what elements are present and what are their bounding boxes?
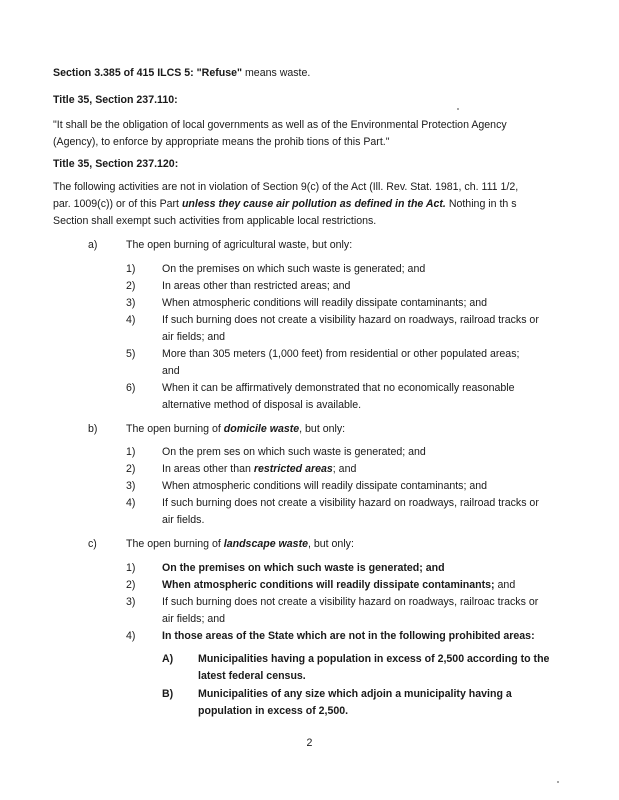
a-item-1-num: 1) <box>126 263 136 275</box>
item-a-label: a) <box>88 239 98 251</box>
b-item-4-text-line-1: If such burning does not create a visibility hazard on roadways, railroad tracks or <box>162 497 539 509</box>
b-item-1-num: 1) <box>126 446 136 458</box>
intro-line-2-a: par. 1009(c)) or of this Part <box>53 198 182 210</box>
b-item-2-post: ; and <box>332 463 357 475</box>
intro-line-2 <box>53 196 563 213</box>
b-item-2-num: 2) <box>126 463 136 475</box>
c-item-3-text-line-1: If such burning does not create a visibility hazard on roadways, railroac tracks or <box>162 596 539 608</box>
c-sub-a-num: A) <box>162 653 174 665</box>
item-b-term: domicile waste <box>223 423 300 435</box>
quote-line-2: (Agency), to enforce by appropriate means the prohib tions of this Part." <box>53 136 390 148</box>
c-sub-b-text-line-1: Municipalities of any size which adjoin a municipality having a <box>198 688 512 700</box>
a-item-4-text-line-2: air fields; and <box>162 331 226 343</box>
a-item-6-text-line-2: alternative method of disposal is available. <box>162 399 362 411</box>
b-item-2-text <box>162 461 356 478</box>
item-c-label: c) <box>88 538 97 550</box>
b-item-1-text: On the prem ses on which such waste is generated; and <box>162 446 426 458</box>
c-item-3-text-line-2: air fields; and <box>162 613 226 625</box>
intro-line-2-emphasis: unless they cause air pollution as defined in the Act. <box>181 198 446 210</box>
item-a-text: The open burning of agricultural waste, but only: <box>126 239 353 251</box>
a-item-6-text-line-1: When it can be affirmatively demonstrated that no economically reasonable <box>162 382 515 394</box>
a-item-3-text: When atmospheric conditions will readily dissipate contaminants; and <box>162 297 488 309</box>
c-item-1-num: 1) <box>126 562 136 574</box>
a-item-2-num: 2) <box>126 280 136 292</box>
c-sub-a-text-line-1: Municipalities having a population in excess of 2,500 according to the <box>198 653 550 665</box>
a-item-2-text: In areas other than restricted areas; and <box>162 280 351 292</box>
a-item-4-num: 4) <box>126 314 136 326</box>
a-item-5-text-line-1: More than 305 meters (1,000 feet) from residential or other populated areas; <box>162 348 520 360</box>
c-sub-b-text-line-2: population in excess of 2,500. <box>198 705 349 717</box>
item-b-text <box>126 421 345 438</box>
a-item-5-num: 5) <box>126 348 136 360</box>
a-item-6-num: 6) <box>126 382 136 394</box>
quote-line-1: "It shall be the obligation of local governments as well as of the Environmental Protection Agency <box>53 119 507 131</box>
b-item-4-num: 4) <box>126 497 136 509</box>
intro-line-3: Section shall exempt such activities from applicable local restrictions. <box>53 215 377 227</box>
a-item-4-text-line-1: If such burning does not create a visibility hazard on roadways, railroad tracks or <box>162 314 539 326</box>
section-3385-heading: Section 3.385 of 415 ILCS 5: "Refuse" <box>53 67 243 79</box>
intro-line-1: The following activities are not in violation of Section 9(c) of the Act (Ill. Rev. Stat. 1981, ch. 111 1/2, <box>53 181 519 193</box>
item-c-post: , but only: <box>307 538 354 550</box>
b-item-4-text-line-2: air fields. <box>162 514 205 526</box>
b-item-3-text: When atmospheric conditions will readily dissipate contaminants; and <box>162 480 488 492</box>
a-item-3-num: 3) <box>126 297 136 309</box>
page-number: 2 <box>306 737 313 749</box>
item-b-post: , but only: <box>299 423 346 435</box>
c-item-3-num: 3) <box>126 596 136 608</box>
c-sub-a-text-line-2: latest federal census. <box>198 670 306 682</box>
c-item-2-text <box>162 577 515 594</box>
a-item-5-text-line-2: and <box>162 365 180 377</box>
item-b-pre: The open burning of <box>126 423 224 435</box>
b-item-2-term: restricted areas <box>253 463 333 475</box>
c-item-4-text: In those areas of the State which are not in the following prohibited areas: <box>162 630 535 642</box>
b-item-3-num: 3) <box>126 480 136 492</box>
title-237-120-heading: Title 35, Section 237.120: <box>53 158 179 170</box>
c-item-2-bold: When atmospheric conditions will readily dissipate contaminants; <box>162 579 495 591</box>
section-3385-line <box>53 65 563 82</box>
item-c-pre: The open burning of <box>126 538 224 550</box>
b-item-2-pre: In areas other than <box>162 463 254 475</box>
c-item-2-num: 2) <box>126 579 136 591</box>
scan-speck <box>457 108 459 110</box>
scan-speck <box>557 781 559 783</box>
item-b-label: b) <box>88 423 98 435</box>
a-item-1-text: On the premises on which such waste is generated; and <box>162 263 426 275</box>
intro-line-2-c: Nothing in th s <box>445 198 517 210</box>
title-237-110-heading: Title 35, Section 237.110: <box>53 94 178 106</box>
section-3385-text: means waste. <box>242 67 311 79</box>
c-item-2-post: and <box>494 579 516 591</box>
c-sub-b-num: B) <box>162 688 174 700</box>
c-item-1-text: On the premises on which such waste is generated; and <box>162 562 445 574</box>
c-item-4-num: 4) <box>126 630 136 642</box>
item-c-term: landscape waste <box>223 538 308 550</box>
item-c-text <box>126 536 354 553</box>
